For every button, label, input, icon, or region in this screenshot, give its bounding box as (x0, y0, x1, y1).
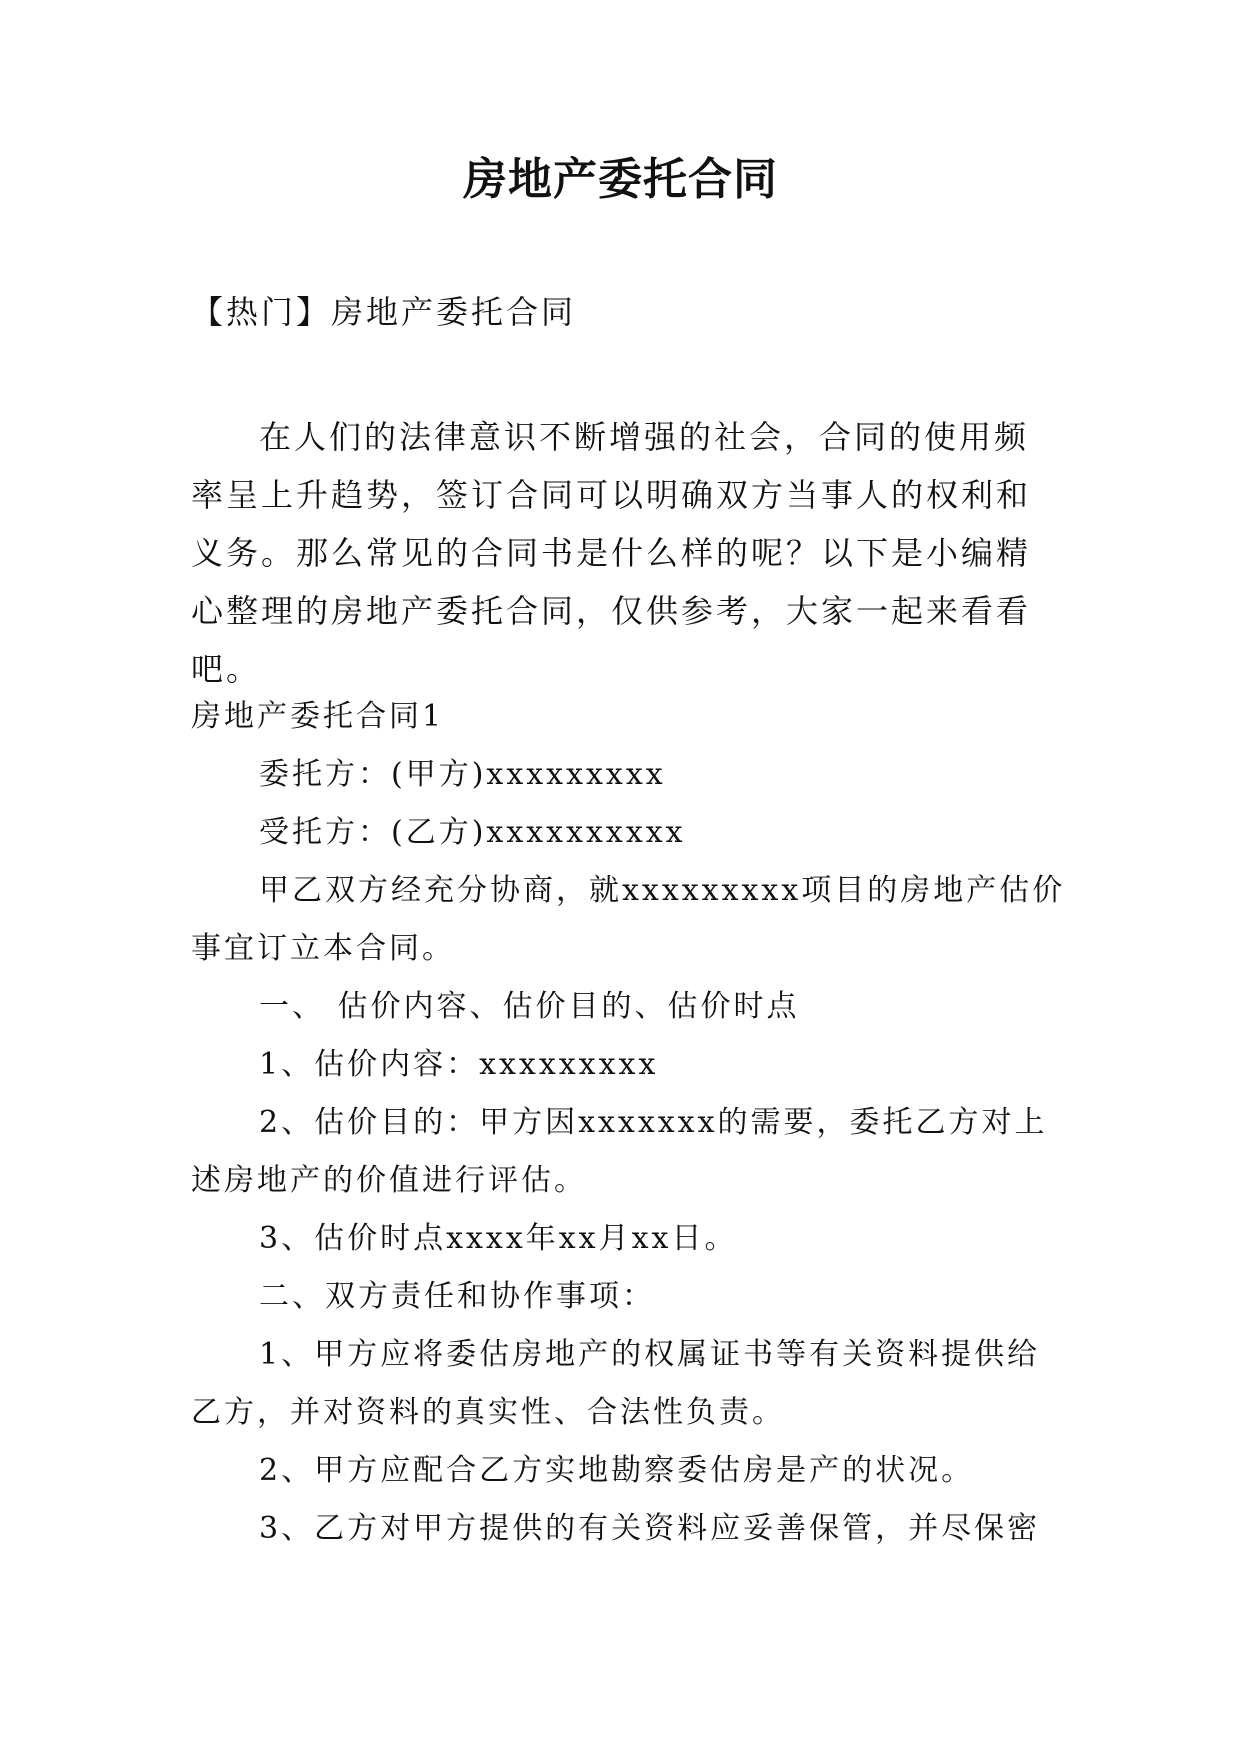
clause-2-heading: 二、双方责任和协作事项： (259, 1279, 655, 1314)
clause-2-item-1-line-1: 1、甲方应将委估房地产的权属证书等有关资料提供给 (259, 1337, 1041, 1372)
clause-2-item-1-line-2: 乙方，并对资料的真实性、合法性负责。 (191, 1395, 785, 1430)
agent-party-line: 受托方：(乙方)xxxxxxxxxx (259, 815, 686, 850)
section-heading: 房地产委托合同1 (191, 699, 445, 734)
intro-paragraph: 在人们的法律意识不断增强的社会，合同的使用频率呈上升趋势，签订合同可以明确双方当事人的权利和义务。那么常见的合同书是什么样的呢？以下是小编精心整理的房地产委托合同，仅供参考，大家一起来看看吧。 (191, 418, 1032, 688)
document-title: 房地产委托合同 (463, 154, 778, 205)
clause-1-item-2-line-2: 述房地产的价值进行评估。 (191, 1163, 587, 1198)
document-tagline: 【热门】房地产委托合同 (191, 293, 577, 331)
clause-1-heading: 一、 估价内容、估价目的、估价时点 (259, 989, 800, 1024)
client-party-line: 委托方：(甲方)xxxxxxxxx (259, 757, 666, 792)
clause-1-item-2-line-1: 2、估价目的：甲方因xxxxxxx的需要，委托乙方对上 (259, 1105, 1048, 1140)
clause-2-item-3: 3、乙方对甲方提供的有关资料应妥善保管，并尽保密 (259, 1511, 1041, 1546)
clause-1-item-3: 3、估价时点xxxx年xx月xx日。 (259, 1221, 738, 1256)
agreement-line-1: 甲乙双方经充分协商，就xxxxxxxxx项目的房地产估价 (259, 873, 1066, 908)
clause-1-item-1: 1、估价内容：xxxxxxxxx (259, 1047, 659, 1082)
agreement-line-2: 事宜订立本合同。 (191, 931, 455, 966)
clause-2-item-2: 2、甲方应配合乙方实地勘察委估房是产的状况。 (259, 1453, 975, 1488)
